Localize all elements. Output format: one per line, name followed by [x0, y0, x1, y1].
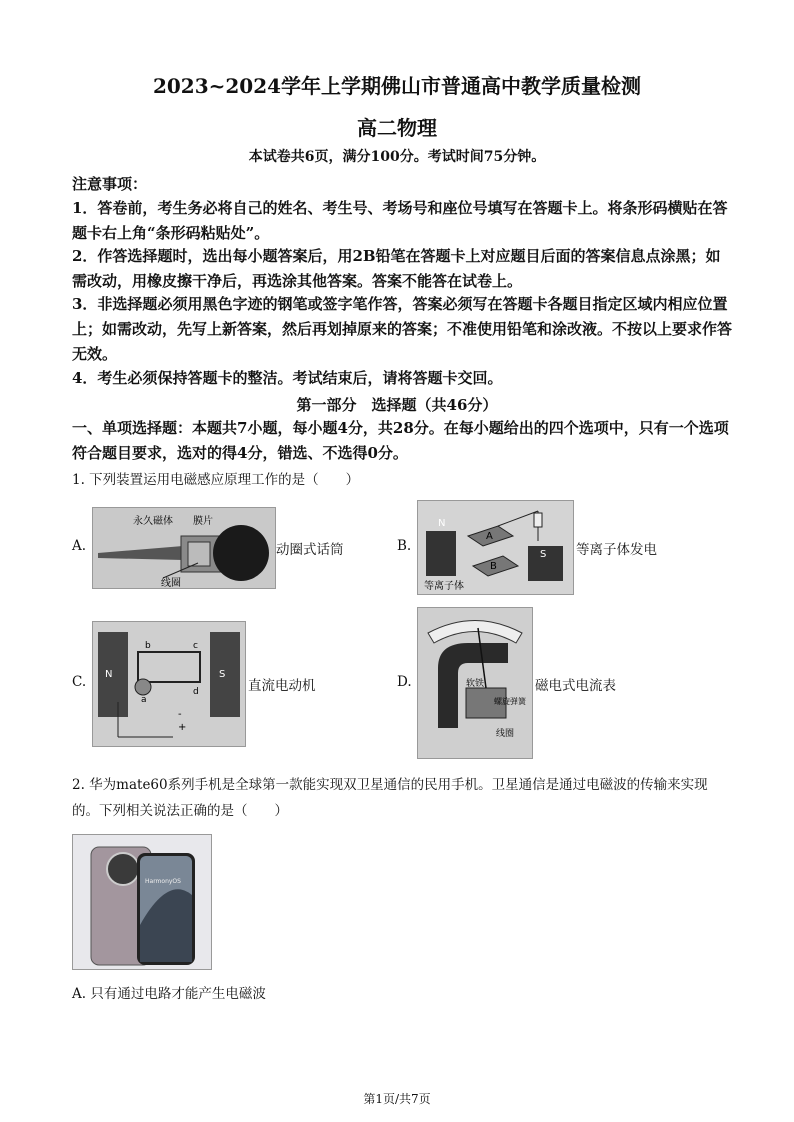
galvanometer-figure: [417, 607, 533, 759]
dc-motor-figure: [92, 621, 246, 747]
q1-option-b-text: 等离子体发电: [576, 542, 657, 558]
section-instruction: 一、单项选择题：本题共7小题，每小题4分，共28分。在每小题给出的四个选项中，只有一个选项符合题目要求，选对的得4分，错选、不选得0分。: [72, 419, 729, 462]
fig-d-label-iron: 软铁: [466, 679, 485, 689]
page-footer: 第1页/共7页: [363, 1092, 431, 1106]
q1-option-a-letter: A.: [72, 538, 87, 554]
note-item-1: 1．答卷前，考生务必将自己的姓名、考生号、考场号和座位号填写在答题卡上。将条形码横贴在答题卡右上角“条形码粘贴处”。: [72, 199, 728, 242]
phone-figure: [72, 834, 212, 970]
fig-a-label-diaphragm: 膜片: [193, 516, 213, 527]
fig-d-label-coil: 线圈: [496, 729, 515, 739]
part1-heading: 第一部分 选择题（共46分）: [296, 396, 498, 414]
q1-option-d-letter: D.: [397, 674, 412, 690]
microphone-figure: [92, 507, 276, 589]
note-item-2: 2．作答选择题时，选出每小题答案后，用2B铅笔在答题卡上对应题目后面的答案信息点涂黑；如需改动，用橡皮擦干净后，再选涂其他答案。答案不能答在试卷上。: [72, 247, 721, 290]
exam-info: 本试卷共6页，满分100分。考试时间75分钟。: [248, 149, 546, 165]
q2-stem: 2. 华为mate60系列手机是全球第一款能实现双卫星通信的民用手机。卫星通信是通过电磁波的传输来实现的。下列相关说法正确的是（ ）: [72, 777, 708, 819]
q1-option-c-text: 直流电动机: [248, 678, 316, 694]
fig-b-label-n: N: [438, 518, 446, 529]
fig-c-label-d: d: [193, 687, 199, 697]
q1-stem: 1. 下列装置运用电磁感应原理工作的是（ ）: [72, 472, 360, 488]
fig-c-label-n: N: [105, 669, 113, 680]
exam-title: 2023~2024学年上学期佛山市普通高中教学质量检测: [152, 74, 642, 98]
plasma-generator-figure: [417, 500, 574, 595]
fig-c-label-minus: -: [178, 709, 182, 720]
fig-c-label-a: a: [141, 695, 147, 705]
q1-option-d-text: 磁电式电流表: [535, 678, 616, 694]
fig-b-label-s: S: [540, 549, 547, 560]
q1-option-c-letter: C.: [72, 674, 87, 690]
q2-option-a: A. 只有通过电路才能产生电磁波: [72, 986, 266, 1002]
notes-heading: 注意事项：: [72, 175, 148, 193]
fig-a-label-coil: 线圈: [161, 578, 181, 588]
fig-d-label-spring: 螺旋弹簧: [494, 697, 526, 706]
exam-subject: 高二物理: [357, 116, 437, 140]
q1-option-a-text: 动圈式话筒: [276, 542, 344, 558]
fig-a-label-magnet: 永久磁体: [133, 516, 173, 527]
fig-c-label-c: c: [193, 641, 198, 651]
fig-b-label-a: A: [486, 531, 493, 542]
note-item-4: 4．考生必须保持答题卡的整洁。考试结束后，请将答题卡交回。: [72, 369, 503, 387]
note-item-3: 3．非选择题必须用黑色字迹的钢笔或签字笔作答，答案必须写在答题卡各题目指定区域内相应位置上；如需改动，先写上新答案，然后再划掉原来的答案；不准使用铅笔和涂改液。不按以上要求作答无效。: [72, 295, 733, 363]
q1-option-b-letter: B.: [397, 538, 412, 554]
fig-b-label-plasma: 等离子体: [424, 581, 464, 592]
fig-c-label-b: b: [145, 641, 151, 651]
phone-screen-label: HarmonyOS: [145, 878, 181, 885]
fig-c-label-s: S: [219, 669, 226, 680]
fig-b-label-b: B: [490, 561, 497, 572]
fig-c-label-plus: +: [178, 722, 187, 733]
